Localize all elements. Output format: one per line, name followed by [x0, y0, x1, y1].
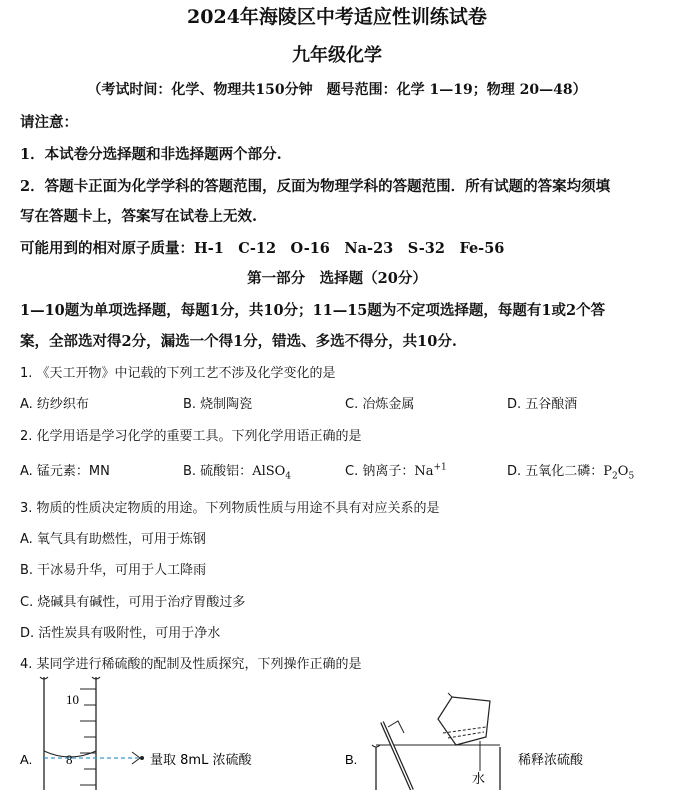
- exam-subtitle: 九年级化学: [292, 45, 382, 66]
- notice-item-1: 1．本试卷分选择题和非选择题两个部分.: [20, 146, 282, 163]
- q4-diagram: [0, 675, 674, 790]
- q2-option-c-label: C. 钠离子：: [345, 464, 415, 479]
- q2-option-d-label: D. 五氧化二磷：: [507, 464, 604, 479]
- q1-option-c: C. 冶炼金属: [345, 397, 415, 412]
- exam-meta: （考试时间：化学、物理共150分钟 题号范围：化学 1—19；物理 20—48）: [87, 82, 587, 98]
- tick-label-10: 10: [66, 692, 79, 707]
- q2-option-c: [345, 460, 447, 479]
- q3-stem: 3. 物质的性质决定物质的用途。下列物质性质与用途不具有对应关系的是: [20, 501, 440, 516]
- glass-rod-icon: [382, 721, 412, 790]
- q2-option-d: [507, 460, 634, 482]
- notice-item-2-line-2: 写在答题卡上，答案写在试卷上无效.: [20, 208, 258, 225]
- exam-title: 2024年海陵区中考适应性训练试卷: [187, 6, 487, 28]
- q2-option-a: A. 锰元素：MN: [20, 464, 110, 479]
- q4-option-a-caption: 量取 8mL 浓硫酸: [150, 753, 252, 768]
- q2-option-d-sub1: 2: [612, 471, 618, 482]
- atomic-masses: 可能用到的相对原子质量：H-1 C-12 O-16 Na-23 S-32 Fe-56: [20, 240, 505, 257]
- q2-option-b-formula: AlSO: [252, 464, 286, 479]
- q1-stem: 1. 《天工开物》中记载的下列工艺不涉及化学变化的是: [20, 366, 336, 381]
- graduated-cylinder-icon: [40, 677, 100, 790]
- flask-icon: [438, 693, 490, 771]
- section-title: 第一部分 选择题（20分）: [247, 270, 427, 287]
- q2-option-c-superscript: +1: [433, 462, 447, 473]
- q2-option-d-sub2: 5: [628, 471, 635, 482]
- q3-option-c: C. 烧碱具有碱性，可用于治疗胃酸过多: [20, 595, 246, 610]
- q4-option-a-label: A.: [20, 752, 33, 767]
- q2-option-b: [183, 460, 291, 482]
- q1-option-b: B. 烧制陶瓷: [183, 397, 253, 412]
- q2-stem: 2. 化学用语是学习化学的重要工具。下列化学用语正确的是: [20, 429, 362, 444]
- q1-option-a: A. 纺纱织布: [20, 397, 89, 412]
- q3-option-b: B. 干冰易升华，可用于人工降雨: [20, 563, 207, 578]
- q4-option-b-label: B.: [345, 752, 358, 767]
- q2-option-d-o: O: [617, 464, 629, 479]
- water-label: 水: [472, 772, 486, 787]
- q3-option-d: D. 活性炭具有吸附性，可用于净水: [20, 626, 221, 641]
- q3-option-a: A. 氧气具有助燃性，可用于炼钢: [20, 532, 206, 547]
- section-instructions-line-2: 案，全部选对得2分，漏选一个得1分，错选、多选不得分，共10分.: [20, 333, 457, 350]
- q1-option-d: D. 五谷酿酒: [507, 397, 578, 412]
- section-instructions-line-1: 1—10题为单项选择题，每题1分，共10分；11—15题为不定项选择题，每题有1或2个答: [20, 302, 606, 319]
- eye-line-icon: [44, 752, 144, 764]
- q2-option-b-subscript: 4: [285, 471, 292, 482]
- notice-item-2-line-1: 2．答题卡正面为化学学科的答题范围，反面为物理学科的答题范围．所有试题的答案均须填: [20, 178, 611, 195]
- q4-stem: 4. 某同学进行稀硫酸的配制及性质探究，下列操作正确的是: [20, 657, 362, 672]
- q2-option-d-p: P: [603, 464, 613, 479]
- tick-label-8: 8: [66, 752, 73, 767]
- q4-option-b-caption: 稀释浓硫酸: [518, 753, 584, 768]
- q2-option-b-label: B. 硫酸铝：: [183, 464, 253, 479]
- q2-option-c-formula: Na: [414, 464, 434, 479]
- notice-heading: 请注意：: [20, 114, 78, 131]
